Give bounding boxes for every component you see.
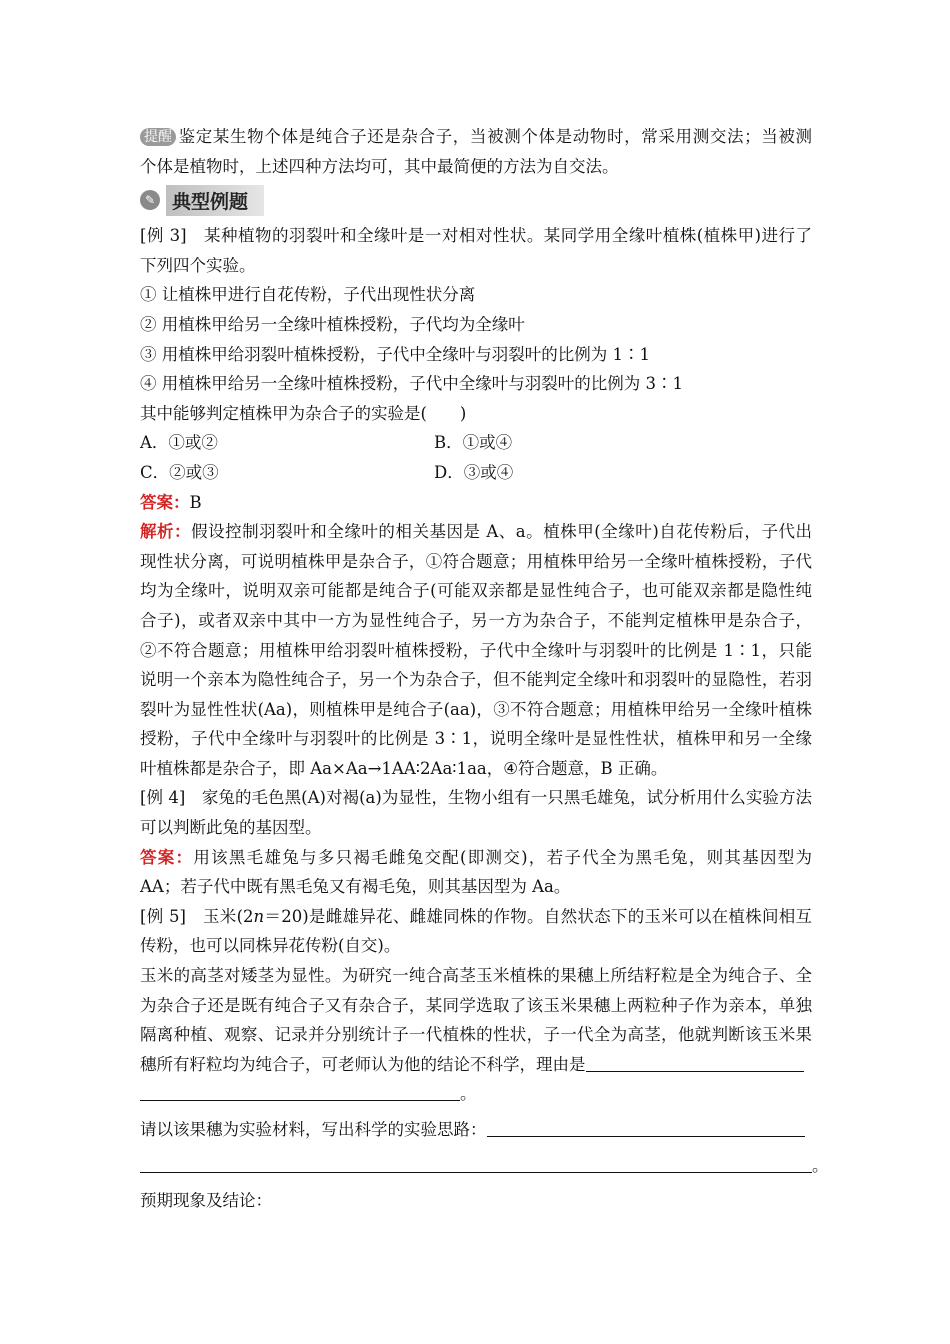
analysis-line: 现性状分离，可说明植株甲是杂合子，①符合题意；用植株甲给另一全缘叶植株授粉，子代 xyxy=(140,551,812,571)
option-b: B．①或④ xyxy=(434,433,513,453)
options-row xyxy=(140,428,812,458)
idea-blank[interactable] xyxy=(487,1117,805,1137)
option-c: C．②或③ xyxy=(140,462,219,482)
reason-line-2: 。 xyxy=(140,1079,812,1109)
section-icon: ✎ xyxy=(140,190,160,210)
ex5-para-line: 玉米的高茎对矮茎为显性。为研究一纯合高茎玉米植株的果穗上所结籽粒是全为纯合子、全 xyxy=(140,966,812,986)
ex3-line: [例 3] 某种植物的羽裂叶和全缘叶是一对相对性状。某同学用全缘叶植株(植株甲)进行了 xyxy=(140,226,812,246)
ex3-line: 其中能够判定植株甲为杂合子的实验是( ) xyxy=(140,403,467,423)
tip-badge: 提醒 xyxy=(140,128,176,146)
ex3-answer xyxy=(140,488,812,518)
ex3-line: ④ 用植株甲给另一全缘叶植株授粉，子代中全缘叶与羽裂叶的比例为 3∶1 xyxy=(140,374,683,394)
idea-line-2: 。 xyxy=(140,1151,812,1181)
ex3-line: 下列四个实验。 xyxy=(140,255,256,275)
reason-line: 穗所有籽粒均为纯合子，可老师认为他的结论不科学，理由是 xyxy=(140,1050,812,1080)
analysis-line: 说明一个亲本为隐性纯合子，另一个为杂合子，但不能判定全缘叶和羽裂叶的显隐性，若羽 xyxy=(140,670,812,690)
ex5-line: [例 5] 玉米(2n＝20)是雌雄异花、雌雄同株的作物。自然状态下的玉米可以在植株间相互 xyxy=(140,906,812,926)
reason-blank[interactable] xyxy=(586,1052,804,1072)
analysis-line: 叶植株都是杂合子，即 Aa×Aa→1AA∶2Aa∶1aa，④符合题意，B 正确。 xyxy=(140,758,668,778)
analysis-line: 授粉，子代中全缘叶与羽裂叶的比例是 3∶1，说明全缘叶是显性性状，植株甲和另一全缘 xyxy=(140,729,812,749)
tip-line-1: 提醒 鉴定某生物个体是纯合子还是杂合子，当被测个体是动物时，常采用测交法；当被测 xyxy=(140,122,812,152)
idea-blank-2[interactable] xyxy=(140,1153,812,1173)
reason-blank-2[interactable] xyxy=(140,1081,460,1101)
analysis-line: 均为全缘叶，说明双亲可能都是纯合子(可能双亲都是显性纯合子，也可能双亲都是隐性纯 xyxy=(140,581,812,601)
ex3-line: ③ 用植株甲给羽裂叶植株授粉，子代中全缘叶与羽裂叶的比例为 1∶1 xyxy=(140,344,650,364)
ex4-line: [例 4] 家兔的毛色黑(A)对褐(a)为显性，生物小组有一只黑毛雄兔，试分析用什么实验方法 xyxy=(140,788,812,808)
expect-label: 预期现象及结论： xyxy=(140,1191,272,1211)
analysis-label: 解析： xyxy=(140,522,192,542)
idea-line: 请以该果穗为实验材料，写出科学的实验思路： xyxy=(140,1115,812,1145)
options-row xyxy=(140,458,812,488)
ex5-para-line: 隔离种植、观察、记录并分别统计子一代植株的性状，子一代全为高茎，他就判断该玉米果 xyxy=(140,1025,812,1045)
section-heading xyxy=(140,183,812,217)
answer-label: 答案： xyxy=(140,492,190,512)
section-title: 典型例题 xyxy=(166,185,264,216)
analysis-line: 解析：假设控制羽裂叶和全缘叶的相关基因是 A、a。植株甲(全缘叶)自花传粉后，子代出 xyxy=(140,522,813,542)
ex3-line: ① 让植株甲进行自花传粉，子代出现性状分离 xyxy=(140,285,476,305)
ex5-para-line: 为杂合子还是既有纯合子又有杂合子，某同学选取了该玉米果穗上两粒种子作为亲本，单独 xyxy=(140,995,812,1015)
analysis-line: ②不符合题意；用植株甲给羽裂叶植株授粉，子代中全缘叶与羽裂叶的比例是 1∶1，只能 xyxy=(140,640,812,660)
document-page xyxy=(140,122,829,1216)
analysis-line: 合子)，或者双亲中其中一方为显性纯合子，另一方为杂合子，不能判定植株甲是杂合子， xyxy=(140,610,812,630)
ex4-line: 可以判断此兔的基因型。 xyxy=(140,818,322,838)
option-d: D．③或④ xyxy=(434,462,514,482)
ex4-answer-line: 答案：用该黑毛雄兔与多只褐毛雌兔交配(即测交)，若子代全为黑毛兔，则其基因型为 xyxy=(140,847,813,867)
analysis-line: 裂叶为显性性状(Aa)，则植株甲是纯合子(aa)，③不符合题意；用植株甲给另一全缘叶植株 xyxy=(140,699,812,719)
answer-value: B xyxy=(189,492,202,512)
tip-line-2: 个体是植物时，上述四种方法均可，其中最简便的方法为自交法。 xyxy=(140,156,619,176)
ex5-line: 传粉，也可以同株异花传粉(自交)。 xyxy=(140,936,401,956)
option-a: A．①或② xyxy=(140,433,218,453)
answer-label: 答案： xyxy=(140,847,194,867)
ex3-line: ② 用植株甲给另一全缘叶植株授粉，子代均为全缘叶 xyxy=(140,314,525,334)
ex4-answer-line: AA；若子代中既有黑毛兔又有褐毛兔，则其基因型为 Aa。 xyxy=(140,877,571,897)
